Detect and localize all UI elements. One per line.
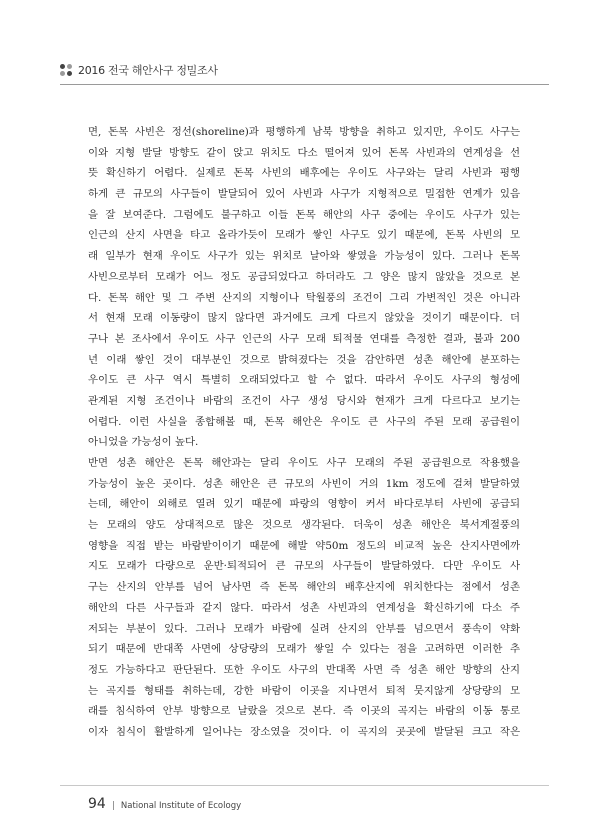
header-divider	[60, 84, 549, 85]
text-line: 하게 큰 규모의 사구들이 발달되어 있어 사빈과 사구가 지형적으로 밀접한 연계가 있음	[88, 188, 520, 201]
header-dot	[60, 64, 65, 69]
text-line: 년 이래 쌓인 것이 대부분인 것으로 밝혀졌다는 것을 감안하면 성촌 해안에 분포하는	[88, 353, 520, 366]
footer-organization: National Institute of Ecology	[120, 801, 242, 811]
text-line: 사빈으로부터 모래가 어느 정도 공급되었다고 하더라도 그 양은 많지 않았을 것으로 본	[88, 270, 520, 283]
footer-divider	[60, 785, 549, 786]
page-number: 94	[88, 796, 106, 812]
text-line: 가능성이 높은 곳이다. 성촌 해안은 큰 규모의 사빈이 거의 1km 정도에 걸쳐 발달하였	[88, 477, 520, 490]
header-dots-icon	[60, 64, 72, 76]
text-line: 지도 모래가 다량으로 운반·퇴적되어 큰 규모의 사구들이 발달하였다. 다만 우이도 사	[88, 560, 520, 573]
text-line: 정도 가능하다고 판단된다. 또한 우이도 사구의 반대쪽 사면 즉 성촌 해안 방향의 산지	[88, 663, 520, 676]
body-text	[88, 122, 520, 743]
text-line: 되기 때문에 반대쪽 사면에 상당량의 모래가 쌓일 수 있다는 점을 고려하면 이러한 추	[88, 643, 520, 656]
page-footer	[88, 796, 241, 812]
header-dot	[67, 71, 72, 76]
text-line: 구는 산지의 안부를 넘어 남사면 즉 돈목 해안의 배후산지에 위치한다는 점에서 성촌	[88, 581, 520, 594]
text-line: 영향을 직접 받는 바람받이이기 때문에 해발 약50m 정도의 비교적 높은 산지사면에까	[88, 539, 520, 552]
text-line: 이자 침식이 활발하게 일어나는 장소였을 것이다. 이 곡지의 곳곳에 발달된 크고 작은	[88, 725, 520, 738]
text-line: 이와 지형 발달 방향도 같이 앉고 위치도 다소 떨어져 있어 돈목 사빈과의 연계성을 선	[88, 146, 520, 159]
text-line: 는데, 해안이 외해로 열려 있기 때문에 파랑의 영향이 커서 바다로부터 사빈에 공급되	[88, 498, 520, 511]
text-line: 반면 성촌 해안은 돈목 해안과는 달리 우이도 사구 모래의 주된 공급원으로 작용했을	[88, 457, 520, 469]
text-line: 는 모래의 양도 상대적으로 많은 것으로 생각된다. 더욱이 성촌 해안은 북서계절풍의	[88, 519, 520, 532]
header-title: 2016 전국 해안사구 정밀조사	[78, 64, 218, 77]
footer-separator: |	[111, 801, 115, 811]
running-header	[60, 62, 218, 78]
text-line: 어렵다. 이런 사실을 종합해볼 때, 돈목 해안은 우이도 큰 사구의 주된 모래 공급원이	[88, 415, 520, 428]
text-line: 저되는 부분이 있다. 그러나 모래가 바람에 실려 산지의 안부를 넘으면서 풍속이 약화	[88, 622, 520, 635]
text-line: 면, 돈목 사빈은 정선(shoreline)과 평행하게 남북 방향을 취하고 있지만, 우이도 사구는	[88, 126, 520, 138]
text-line: 래를 침식하여 안부 방향으로 날랐을 것으로 본다. 즉 이곳의 곡지는 바람의 이동 통로	[88, 705, 520, 718]
text-line: 아니었을 가능성이 높다.	[88, 436, 199, 449]
text-line: 뜻 확신하기 어렵다. 실제로 돈목 사빈의 배후에는 우이도 사구와는 달리 사빈과 평행	[88, 167, 520, 180]
text-line: 관계된 지형 조건이나 바람의 조건이 사구 생성 당시와 현재가 크게 다르다고 보기는	[88, 394, 520, 407]
header-dot	[60, 71, 65, 76]
text-line: 우이도 큰 사구 역시 특별히 오래되었다고 할 수 없다. 따라서 우이도 사구의 형성에	[88, 374, 520, 387]
text-line: 서 현재 모래 이동량이 많지 않다면 과거에도 크게 다르지 않았을 것이기 때문이다. 더	[88, 312, 520, 325]
text-line: 다. 돈목 해안 및 그 주변 산지의 지형이나 탁월풍의 조건이 그리 가변적인 것은 아니라	[88, 291, 520, 304]
text-line: 구나 본 조사에서 우이도 사구 인근의 사구 모래 퇴적물 연대를 측정한 결과, 불과 200	[88, 332, 520, 345]
header-dot	[67, 64, 72, 69]
text-line: 래 일부가 현재 우이도 사구가 있는 위치로 날아와 쌓였을 가능성이 있다. 그러나 돈목	[88, 250, 520, 263]
text-line: 인근의 산지 사면을 타고 올라가듯이 모래가 쌓인 사구도 있기 때문에, 돈목 사빈의 모	[88, 229, 520, 242]
text-line: 는 곡지를 형태를 취하는데, 강한 바람이 이곳을 지나면서 퇴적 뭇지않게 상당량의 모	[88, 684, 520, 697]
text-line: 을 잘 보여준다. 그럼에도 불구하고 이들 돈목 해안의 사구 중에는 우이도 사구가 있는	[88, 208, 520, 221]
text-line: 해안의 다른 사구들과 같지 않다. 따라서 성촌 사빈과의 연계성을 확신하기에 다소 주	[88, 601, 520, 614]
